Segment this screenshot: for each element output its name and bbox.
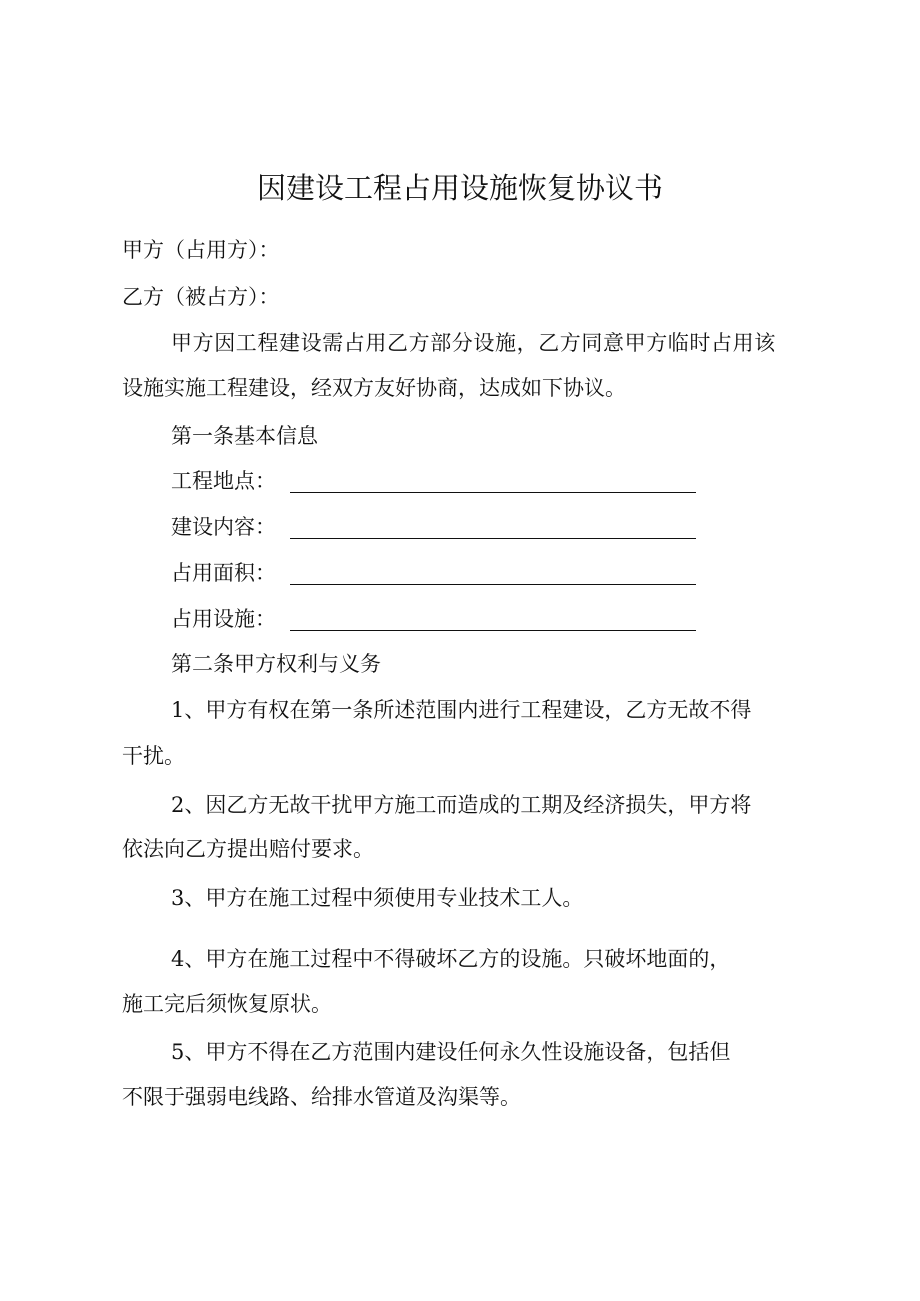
party-b-label: 乙方（被占方）： — [122, 285, 280, 309]
field-construction-content[interactable] — [171, 515, 711, 543]
article-2-item-3: 3、甲方在施工过程中须使用专业技术工人。 — [171, 886, 584, 910]
article-2-item-2-line-2: 依法向乙方提出赔付要求。 — [122, 837, 374, 861]
article-2-heading: 第二条甲方权利与义务 — [171, 652, 381, 676]
article-2-item-4-line-2: 施工完后须恢复原状。 — [122, 992, 332, 1016]
field-label: 占用设施： — [171, 607, 276, 631]
field-project-location[interactable] — [171, 469, 711, 497]
intro-line-1: 甲方因工程建设需占用乙方部分设施，乙方同意甲方临时占用该 — [171, 331, 776, 355]
article-2-item-5-line-1: 5、甲方不得在乙方范围内建设任何永久性设施设备，包括但 — [171, 1040, 731, 1064]
field-label: 工程地点： — [171, 469, 276, 493]
intro-line-2: 设施实施工程建设，经双方友好协商，达成如下协议。 — [122, 376, 626, 400]
document-title: 因建设工程占用设施恢复协议书 — [256, 171, 663, 205]
fill-in-blank[interactable] — [290, 630, 696, 631]
article-2-item-1-line-1: 1、甲方有权在第一条所述范围内进行工程建设，乙方无故不得 — [171, 698, 752, 722]
article-2-item-1-line-2: 干扰。 — [122, 744, 185, 768]
article-2-item-4-line-1: 4、甲方在施工过程中不得破坏乙方的设施。只破坏地面的， — [171, 947, 731, 971]
field-label: 建设内容： — [171, 515, 276, 539]
field-occupied-area[interactable] — [171, 561, 711, 589]
field-label: 占用面积： — [171, 561, 276, 585]
field-occupied-facility[interactable] — [171, 607, 711, 635]
article-2-item-2-line-1: 2、因乙方无故干扰甲方施工而造成的工期及经济损失，甲方将 — [171, 793, 752, 817]
fill-in-blank[interactable] — [290, 584, 696, 585]
article-2-item-5-line-2: 不限于强弱电线路、给排水管道及沟渠等。 — [122, 1085, 521, 1109]
fill-in-blank[interactable] — [290, 492, 696, 493]
article-1-heading: 第一条基本信息 — [171, 424, 318, 448]
party-a-label: 甲方（占用方）： — [122, 238, 280, 262]
fill-in-blank[interactable] — [290, 538, 696, 539]
